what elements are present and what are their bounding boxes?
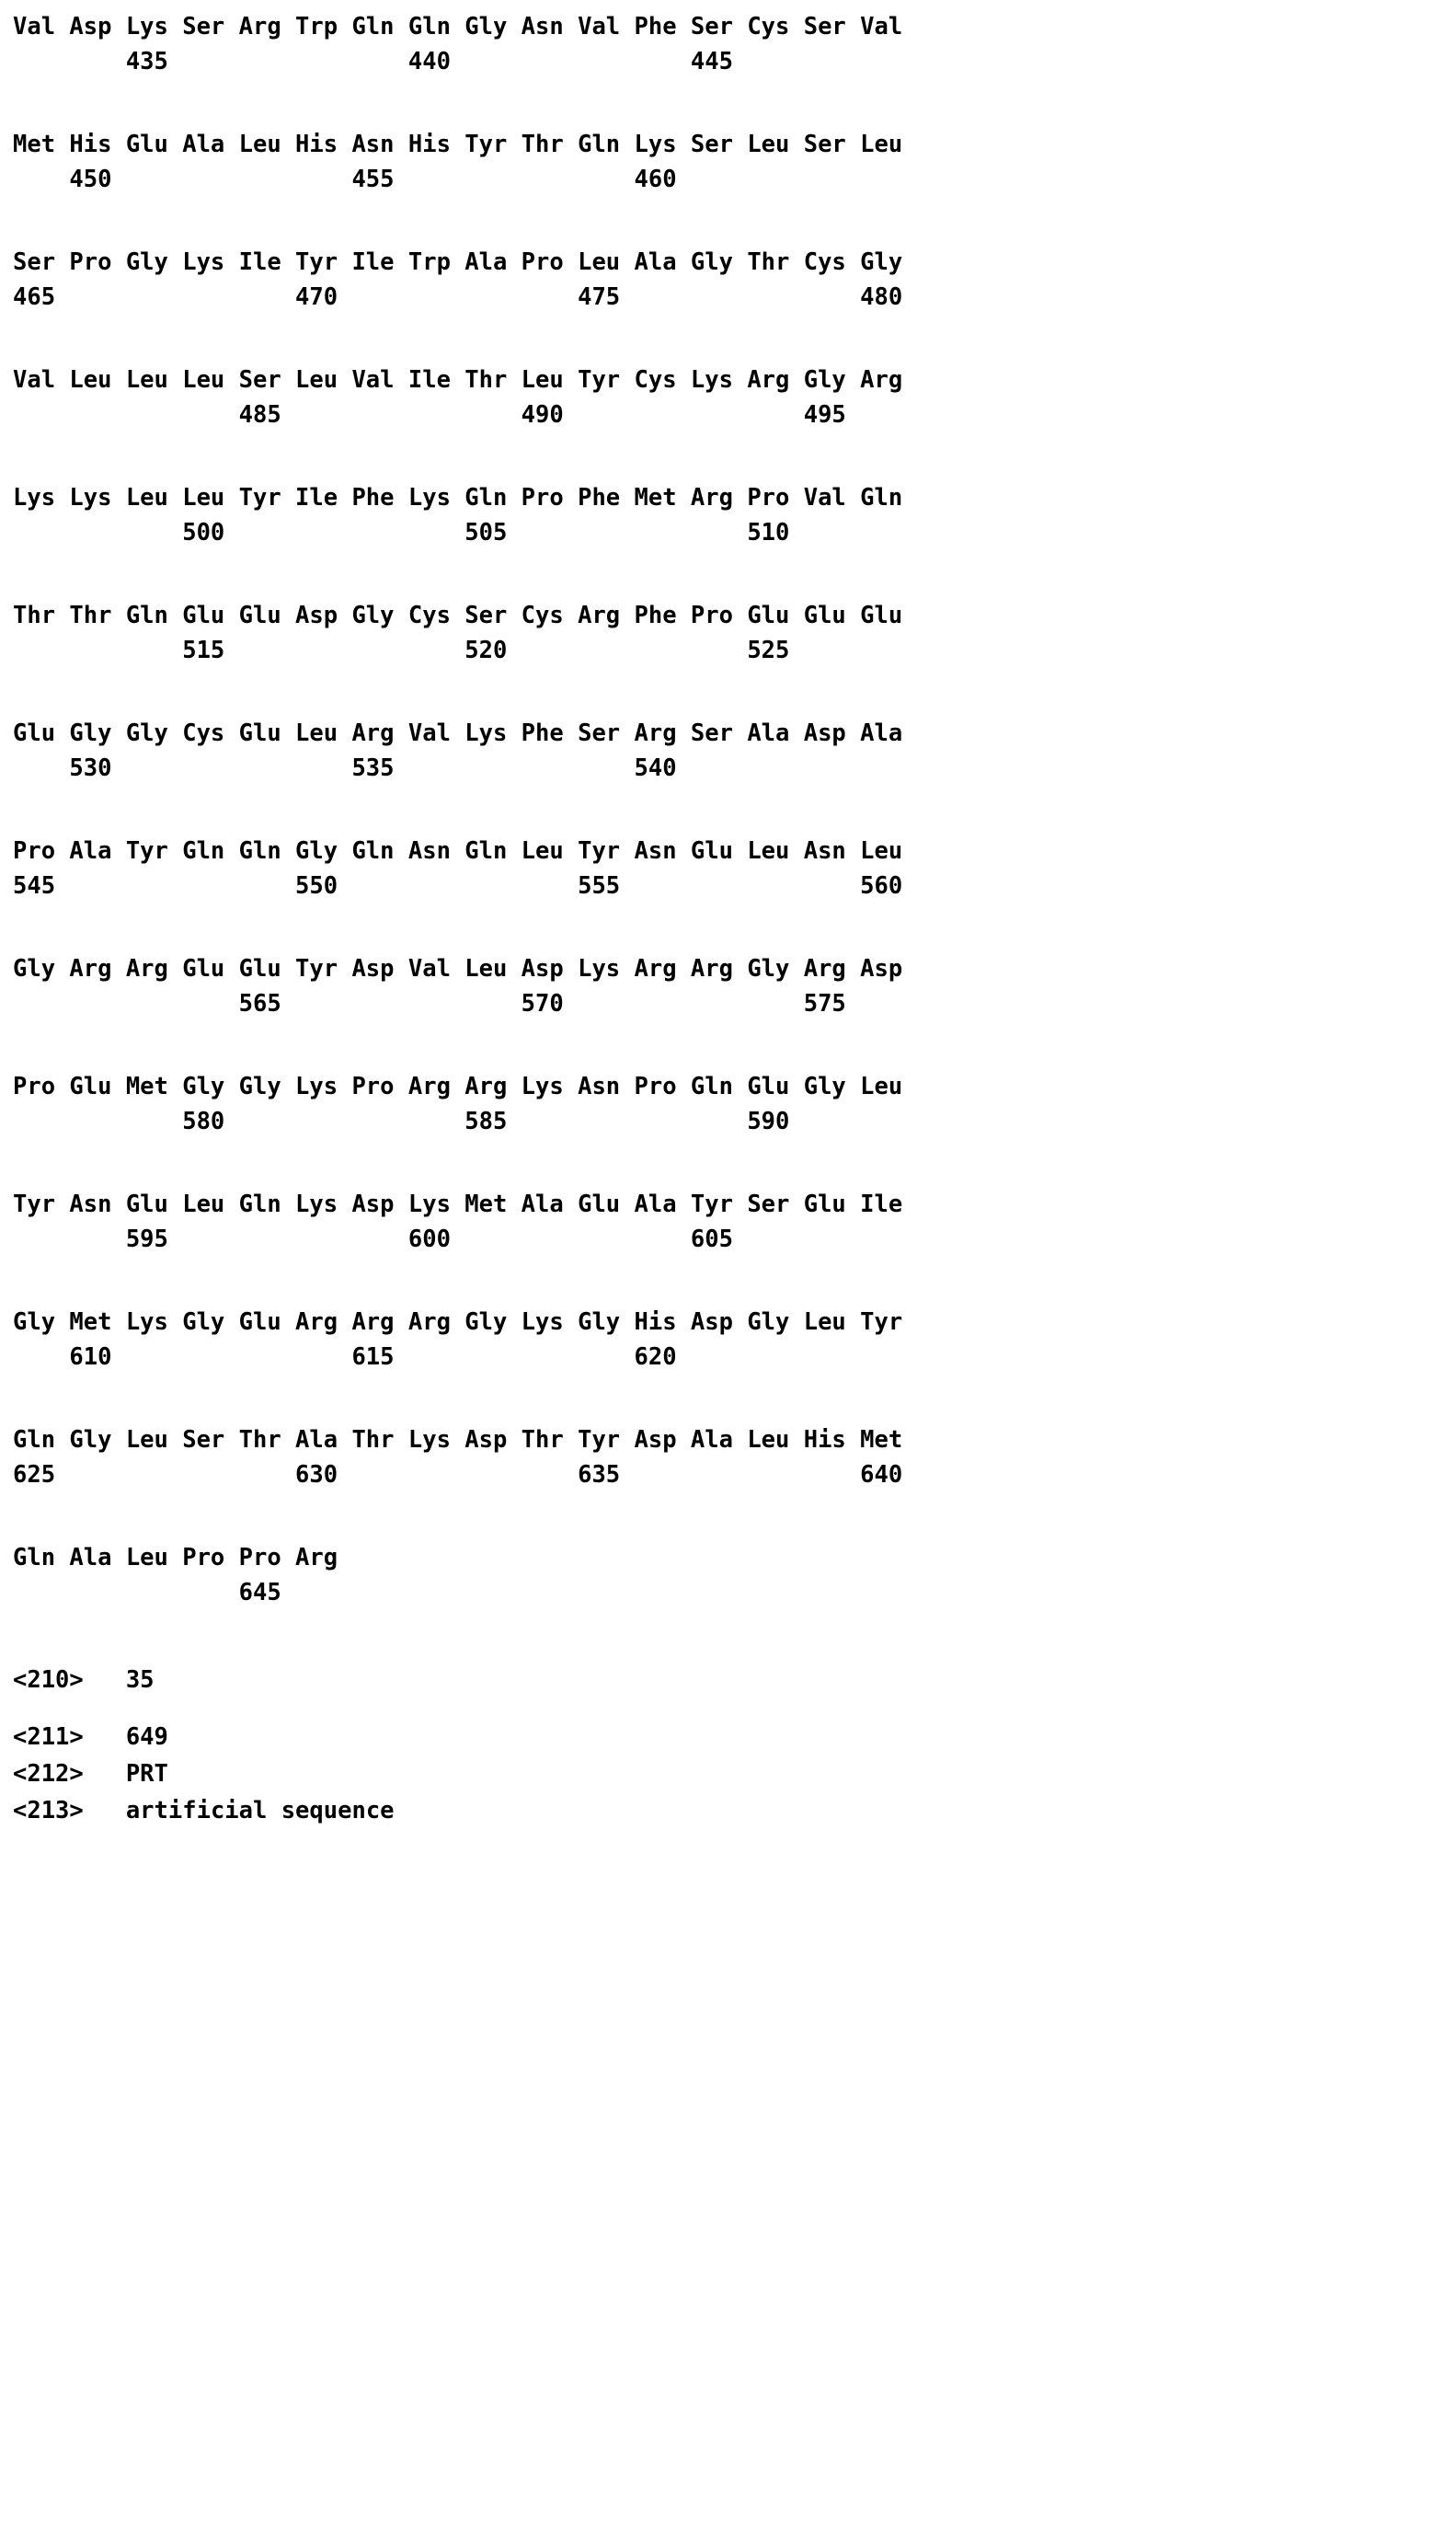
- residue-row: Gln Gly Leu Ser Thr Ala Thr Lys Asp Thr Tyr Asp Ala Leu His Met: [13, 1426, 903, 1454]
- sequence-block: [13, 834, 1448, 903]
- sequence-blocks: [13, 9, 1448, 1610]
- position-number-row: 545 550 555 560: [13, 872, 903, 900]
- sequence-block: [13, 716, 1448, 786]
- document-content: [13, 0, 1448, 1829]
- position-number-row: 625 630 635 640: [13, 1461, 903, 1489]
- sequence-block: [13, 127, 1448, 197]
- residue-row: Glu Gly Gly Cys Glu Leu Arg Val Lys Phe Ser Arg Ser Ala Asp Ala: [13, 719, 903, 747]
- sequence-block: [13, 363, 1448, 432]
- position-number-row: 530 535 540: [13, 754, 677, 782]
- position-number-row: 595 600 605: [13, 1226, 733, 1253]
- position-number-row: 610 615 620: [13, 1343, 677, 1371]
- position-number-row: 435 440 445: [13, 48, 733, 75]
- position-number-row: 500 505 510: [13, 519, 790, 547]
- metadata-tag-211: <211>: [13, 1723, 84, 1751]
- residue-row: Val Asp Lys Ser Arg Trp Gln Gln Gly Asn Val Phe Ser Cys Ser Val: [13, 13, 903, 40]
- metadata-tag-210: <210>: [13, 1666, 84, 1694]
- residue-row: Thr Thr Gln Glu Glu Asp Gly Cys Ser Cys Arg Phe Pro Glu Glu Glu: [13, 602, 903, 629]
- metadata-value-212: PRT: [125, 1760, 168, 1788]
- metadata-value-213: artificial sequence: [125, 1797, 395, 1824]
- sequence-block: [13, 480, 1448, 550]
- metadata-tag-213: <213>: [13, 1797, 84, 1824]
- sequence-metadata: [13, 1662, 1448, 1829]
- residue-row: Tyr Asn Glu Leu Gln Lys Asp Lys Met Ala Glu Ala Tyr Ser Glu Ile: [13, 1191, 903, 1218]
- position-number-row: 450 455 460: [13, 166, 677, 193]
- sequence-block: [13, 245, 1448, 315]
- residue-row: Gly Met Lys Gly Glu Arg Arg Arg Gly Lys Gly His Asp Gly Leu Tyr: [13, 1308, 903, 1336]
- position-number-row: 485 490 495: [13, 401, 846, 429]
- sequence-block: [13, 951, 1448, 1021]
- residue-row: Gly Arg Arg Glu Glu Tyr Asp Val Leu Asp Lys Arg Arg Gly Arg Asp: [13, 955, 903, 983]
- sequence-block: [13, 1187, 1448, 1257]
- metadata-line-211: [13, 1719, 1448, 1755]
- metadata-value-210: 35: [125, 1666, 155, 1694]
- residue-row: Pro Glu Met Gly Gly Lys Pro Arg Arg Lys Asn Pro Gln Glu Gly Leu: [13, 1073, 903, 1100]
- sequence-block: [13, 9, 1448, 79]
- sequence-block: [13, 1540, 1448, 1610]
- sequence-block: [13, 1422, 1448, 1492]
- residue-row: Met His Glu Ala Leu His Asn His Tyr Thr Gln Lys Ser Leu Ser Leu: [13, 131, 903, 158]
- position-number-row: 565 570 575: [13, 990, 846, 1018]
- position-number-row: 645: [13, 1579, 281, 1606]
- sequence-block: [13, 1305, 1448, 1375]
- sequence-block: [13, 598, 1448, 668]
- metadata-line-210: [13, 1662, 1448, 1698]
- metadata-value-211: 649: [125, 1723, 168, 1751]
- metadata-tag-212: <212>: [13, 1760, 84, 1788]
- position-number-row: 515 520 525: [13, 637, 790, 664]
- position-number-row: 465 470 475 480: [13, 283, 903, 311]
- metadata-gap: [13, 1698, 1448, 1719]
- residue-row: Val Leu Leu Leu Ser Leu Val Ile Thr Leu Tyr Cys Lys Arg Gly Arg: [13, 366, 903, 394]
- residue-row: Pro Ala Tyr Gln Gln Gly Gln Asn Gln Leu Tyr Asn Glu Leu Asn Leu: [13, 837, 903, 865]
- residue-row: Gln Ala Leu Pro Pro Arg: [13, 1544, 338, 1571]
- residue-row: Lys Lys Leu Leu Tyr Ile Phe Lys Gln Pro Phe Met Arg Pro Val Gln: [13, 484, 903, 512]
- position-number-row: 580 585 590: [13, 1108, 790, 1135]
- metadata-line-212: [13, 1755, 1448, 1792]
- top-spacer: [13, 0, 1448, 9]
- metadata-line-213: [13, 1792, 1448, 1829]
- residue-row: Ser Pro Gly Lys Ile Tyr Ile Trp Ala Pro Leu Ala Gly Thr Cys Gly: [13, 248, 903, 276]
- sequence-block: [13, 1069, 1448, 1139]
